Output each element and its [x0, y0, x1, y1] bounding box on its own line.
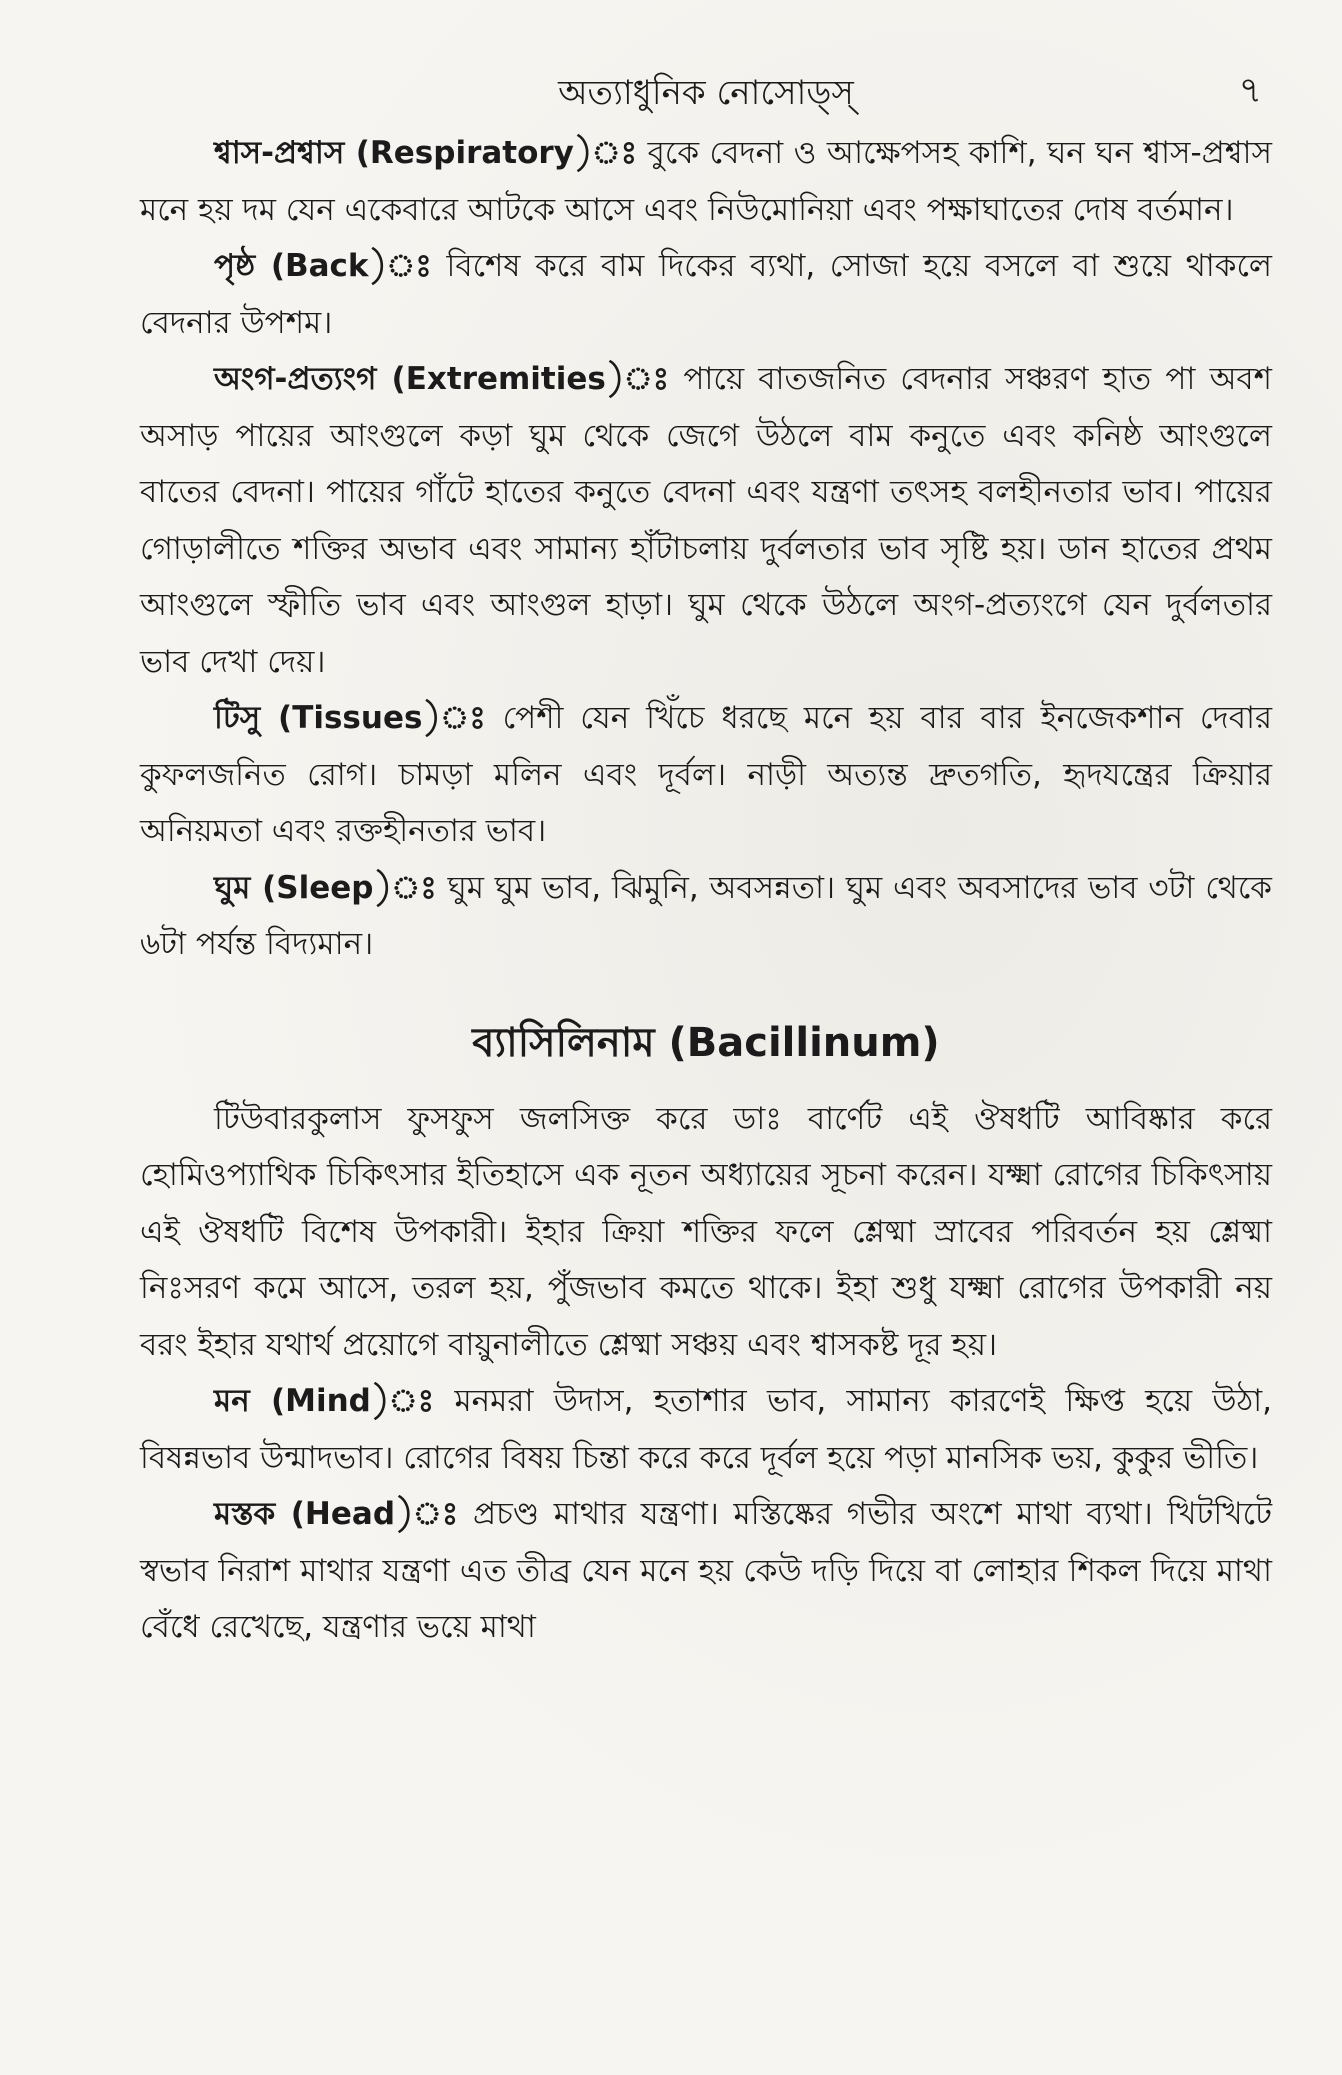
paragraph-respiratory: [140, 125, 1272, 238]
running-title: অত্যাধুনিক নোসোড্‌স্‌: [558, 73, 854, 113]
paragraph-label: মস্তক (Head)ঃ: [214, 1496, 459, 1532]
paragraph-text: পেশী যেন খিঁচে ধরছে মনে হয় বার বার ইনজেকশান দেবার কুফলজনিত রোগ। চামড়া মলিন এবং দূর্বল। নাড়ী অত্যন্ত দ্রুতগতি, হৃদযন্ত্রের ক্রিয়ার অনিয়মতা এবং রক্তহীনতার ভাব।: [140, 700, 1272, 849]
section-heading: ব্যাসিলিনাম (Bacillinum): [472, 1019, 940, 1066]
paragraph-label: টিসু (Tissues)ঃ: [214, 700, 486, 736]
page-number: ৭: [1238, 70, 1262, 111]
paragraph-text: বিশেষ করে বাম দিকের ব্যথা, সোজা হয়ে বসলে বা শুয়ে থাকলে বেদনার উপশম।: [140, 248, 1272, 341]
paragraph-label: ঘুম (Sleep)ঃ: [214, 869, 437, 906]
paragraph-back: [140, 238, 1272, 351]
paragraph-text: বুকে বেদনা ও আক্ষেপসহ কাশি, ঘন ঘন শ্বাস-প্রশ্বাস মনে হয় দম যেন একেবারে আটকে আসে এবং নিউমোনিয়া এবং পক্ষাঘাতের দোষ বর্তমান।: [140, 135, 1272, 228]
paragraph-text: মনমরা উদাস, হতাশার ভাব, সামান্য কারণেই ক্ষিপ্ত হয়ে উঠা, বিষন্নভাব উন্মাদভাব। রোগের বিষয় চিন্তা করে করে দূর্বল হয়ে পড়া মানসিক ভয়, কুকুর ভীতি।: [140, 1383, 1272, 1476]
body-text: [140, 125, 1272, 1656]
paragraph-extremities: [140, 351, 1272, 690]
paragraph-text: প্রচণ্ড মাথার যন্ত্রণা। মস্তিষ্কের গভীর অংশে মাথা ব্যথা। খিটখিটে স্বভাব নিরাশ মাথার যন্ত্রণা এত তীব্র যেন মনে হয় কেউ দড়ি দিয়ে বা লোহার শিকল দিয়ে মাথা বেঁধে রেখেছে, যন্ত্রণার ভয়ে মাথা: [140, 1496, 1272, 1645]
paragraph-label: পৃষ্ঠ (Back)ঃ: [214, 248, 432, 284]
paragraph-sleep: [140, 860, 1272, 973]
paragraph-text: পায়ে বাতজনিত বেদনার সঞ্চরণ হাত পা অবশ অসাড় পায়ের আংগুলে কড়া ঘুম থেকে জেগে উঠলে বাম কনুতে এবং কনিষ্ঠ আংগুলে বাতের বেদনা। পায়ের গাঁটে হাতের কনুতে বেদনা এবং যন্ত্রণা তৎসহ বলহীনতার ভাব। পায়ের গোড়ালীতে শক্তির অভাব এবং সামান্য হাঁটাচলায় দুর্বলতার ভাব সৃষ্টি হয়। ডান হাতের প্রথম আংগুলে স্ফীতি ভাব এবং আংগুল হাড়া। ঘুম থেকে উঠলে অংগ-প্রত্যংগে যেন দুর্বলতার ভাব দেখা দেয়।: [140, 361, 1273, 680]
paragraph-text: ঘুম ঘুম ভাব, ঝিমুনি, অবসন্নতা। ঘুম এবং অবসাদের ভাব ৩টা থেকে ৬টা পর্যন্ত বিদ্যমান।: [140, 869, 1272, 962]
paragraph-intro: টিউবারকুলাস ফুসফুস জলসিক্ত করে ডাঃ বার্ণেট এই ঔষধটি আবিষ্কার করে হোমিওপ্যাথিক চিকিৎসার ইতিহাসে এক নূতন অধ্যায়ের সূচনা করেন। যক্ষ্মা রোগের চিকিৎসায় এই ঔষধটি বিশেষ উপকারী। ইহার ক্রিয়া শক্তির ফলে শ্লেষ্মা স্রাবের পরিবর্তন হয় শ্লেষ্মা নিঃসরণ কমে আসে, তরল হয়, পুঁজভাব কমতে থাকে। ইহা শুধু যক্ষ্মা রোগের উপকারী নয় বরং ইহার যথার্থ প্রয়োগে বায়ুনালীতে শ্লেষ্মা সঞ্চয় এবং শ্বাসকষ্ট দূর হয়।: [140, 1100, 1272, 1363]
paragraph-head: [140, 1486, 1272, 1656]
paragraph-label: মন (Mind)ঃ: [214, 1383, 435, 1419]
paragraph-tissues: [140, 690, 1272, 860]
paragraph-label: অংগ-প্রত্যংগ (Extremities)ঃ: [214, 361, 670, 397]
running-header: [140, 55, 1272, 125]
paragraph-label: শ্বাস-প্রশ্বাস (Respiratory)ঃ: [214, 135, 638, 171]
paragraph-mind: [140, 1373, 1272, 1486]
